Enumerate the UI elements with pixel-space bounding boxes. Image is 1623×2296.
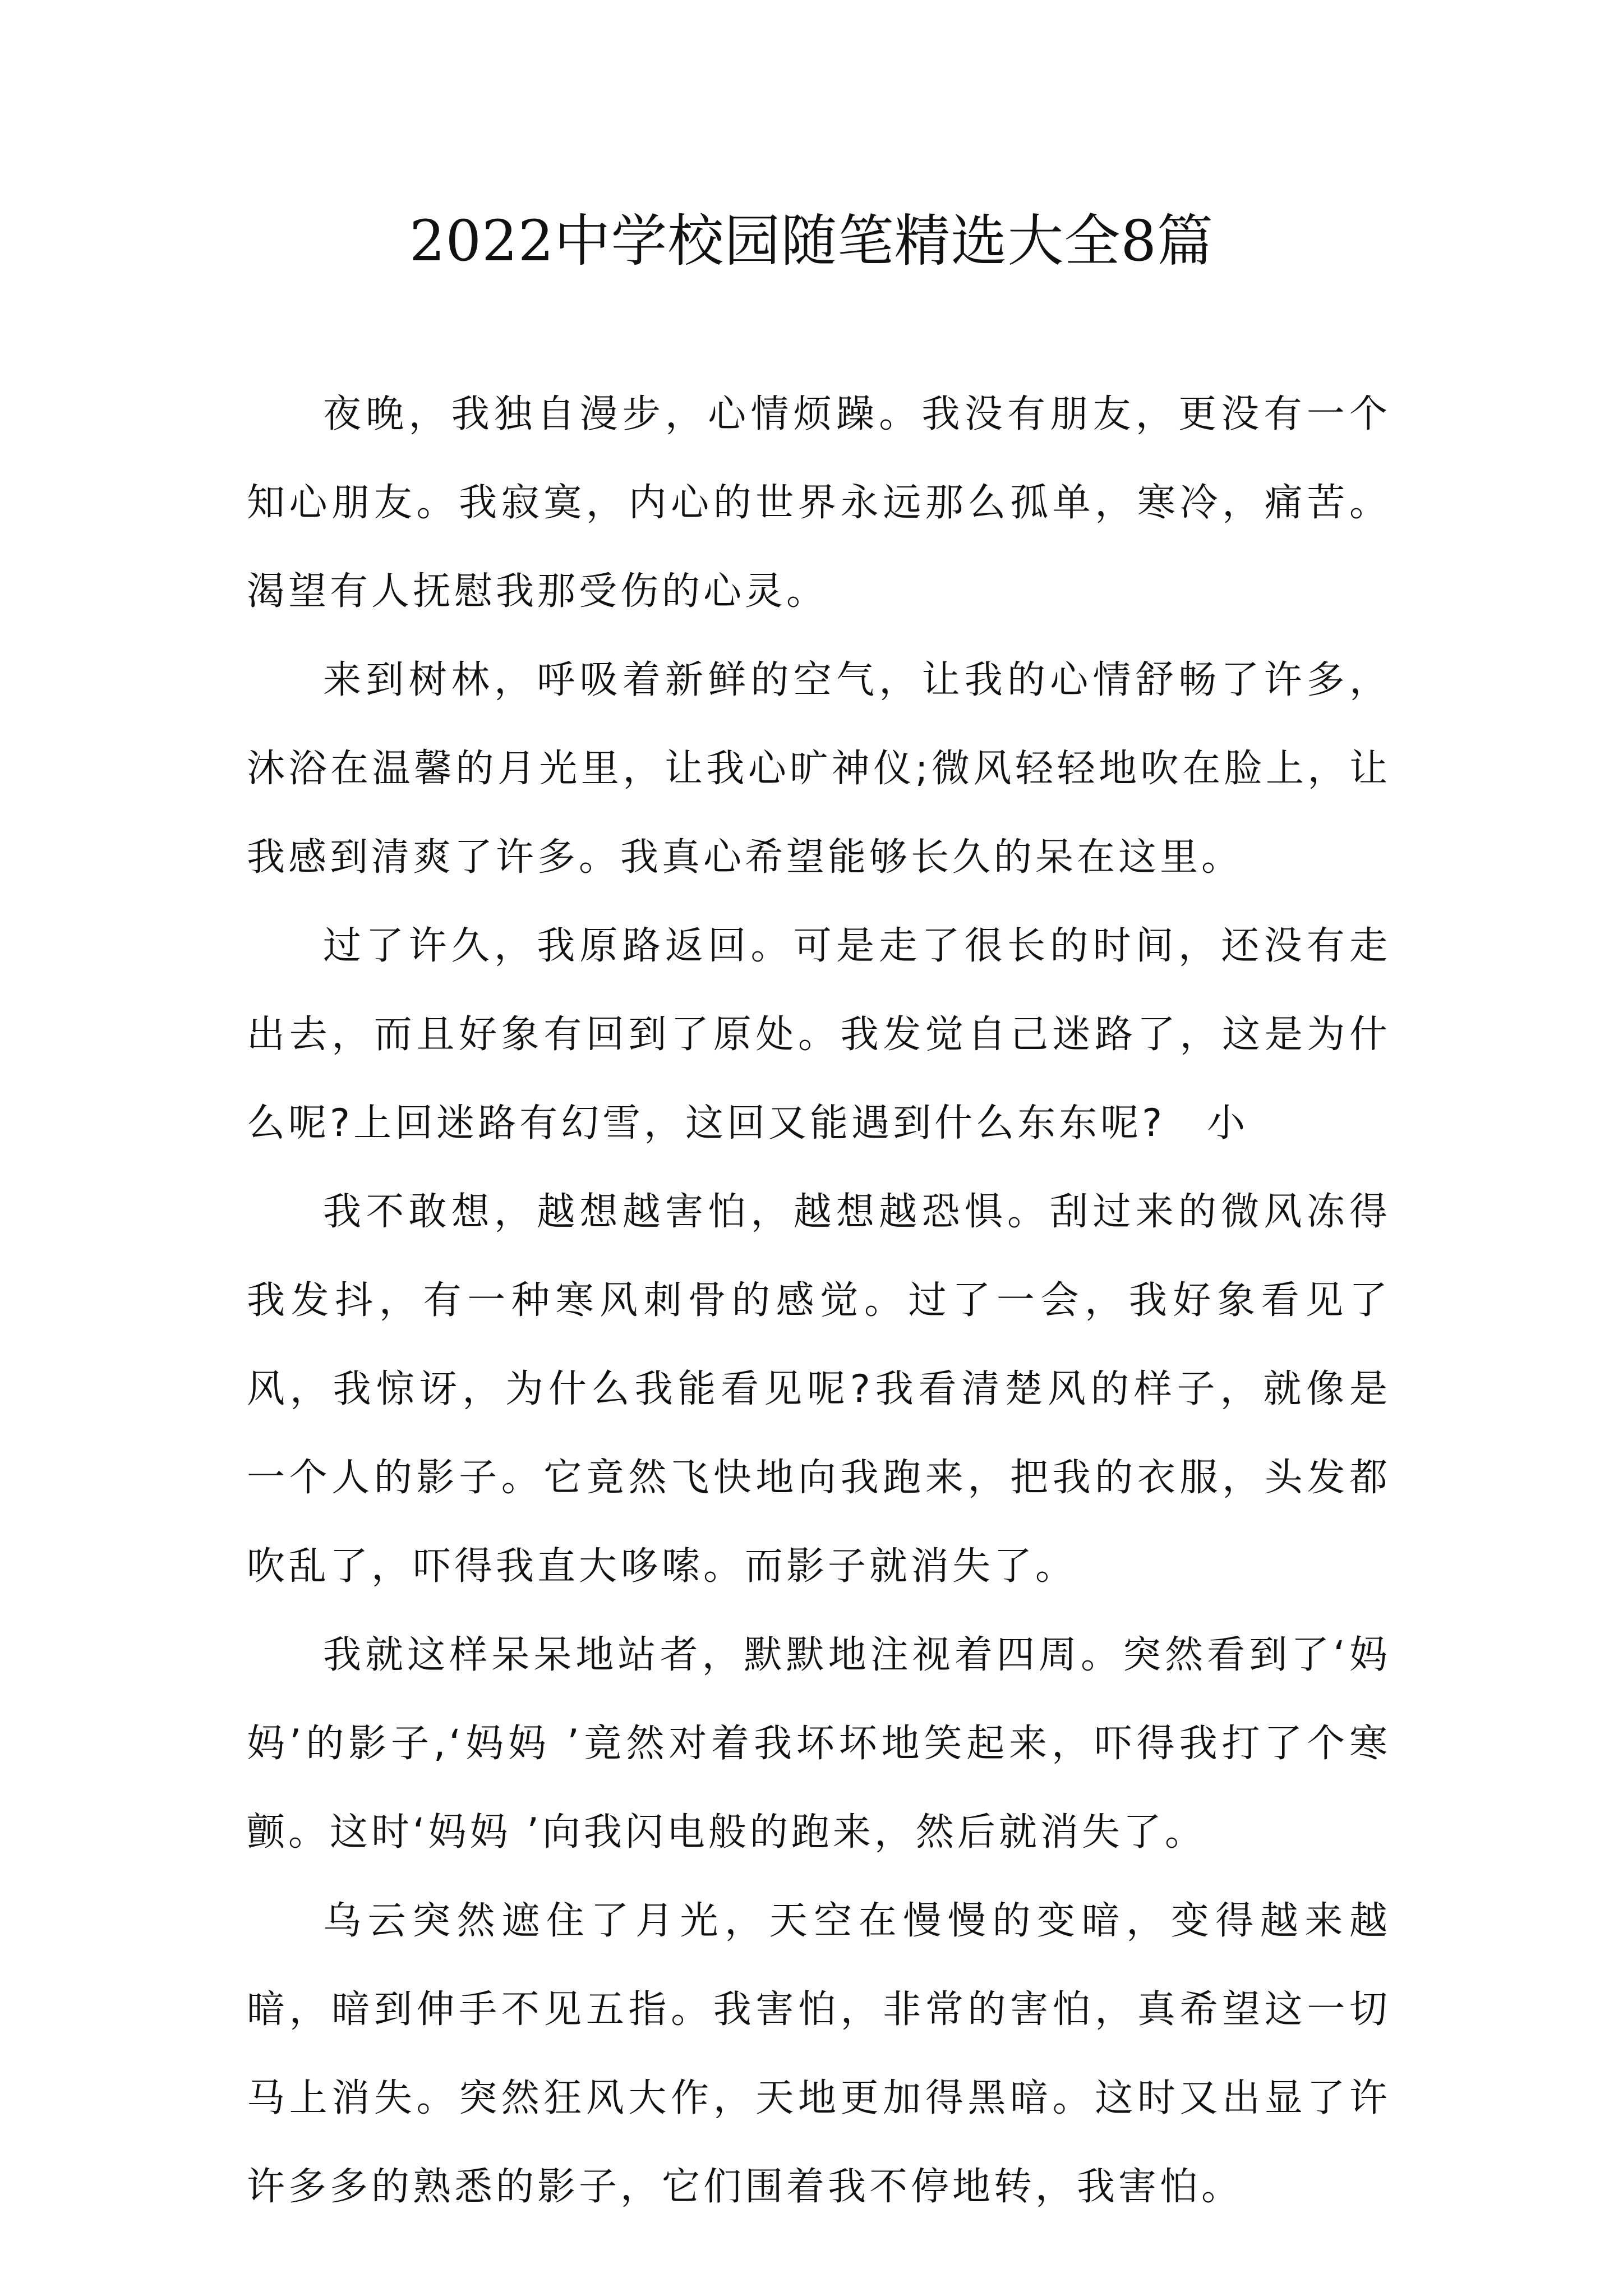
paragraph-5: 我就这样呆呆地站者，默默地注视着四周。突然看到了‘妈妈’的影子,‘妈妈 ’竟然对着我坏坏地笑起来，吓得我打了个寒颤。这时‘妈妈 ’向我闪电般的跑来，然后就消失了。 <box>247 1633 1391 1855</box>
paragraph-1: 夜晚，我独自漫步，心情烦躁。我没有朋友，更没有一个知心朋友。我寂寞，内心的世界永远那么孤单，寒冷，痛苦。渴望有人抚慰我那受伤的心灵。 <box>247 392 1391 614</box>
paragraph-3: 过了许久，我原路返回。可是走了很长的时间，还没有走出去，而且好象有回到了原处。我发觉自己迷路了，这是为什么呢?上回迷路有幻雪，这回又能遇到什么东东呢? 小 <box>247 924 1391 1145</box>
paragraph-2: 来到树林，呼吸着新鲜的空气，让我的心情舒畅了许多，沐浴在温馨的月光里，让我心旷神仪;微风轻轻地吹在脸上，让我感到清爽了许多。我真心希望能够长久的呆在这里。 <box>247 658 1391 880</box>
paragraph-6: 乌云突然遮住了月光，天空在慢慢的变暗，变得越来越暗，暗到伸手不见五指。我害怕，非常的害怕，真希望这一切马上消失。突然狂风大作，天地更加得黑暗。这时又出显了许许多多的熟悉的影子，它们围着我不停地转，我害怕。 <box>247 1899 1391 2209</box>
document-body <box>247 370 1391 2231</box>
document-title: 2022中学校园随笔精选大全8篇 <box>409 208 1214 274</box>
paragraph-4: 我不敢想，越想越害怕，越想越恐惧。刮过来的微风冻得我发抖，有一种寒风刺骨的感觉。过了一会，我好象看见了风，我惊讶，为什么我能看见呢?我看清楚风的样子，就像是一个人的影子。它竟然飞快地向我跑来，把我的衣服，头发都吹乱了，吓得我直大哆嗦。而影子就消失了。 <box>247 1190 1391 1589</box>
